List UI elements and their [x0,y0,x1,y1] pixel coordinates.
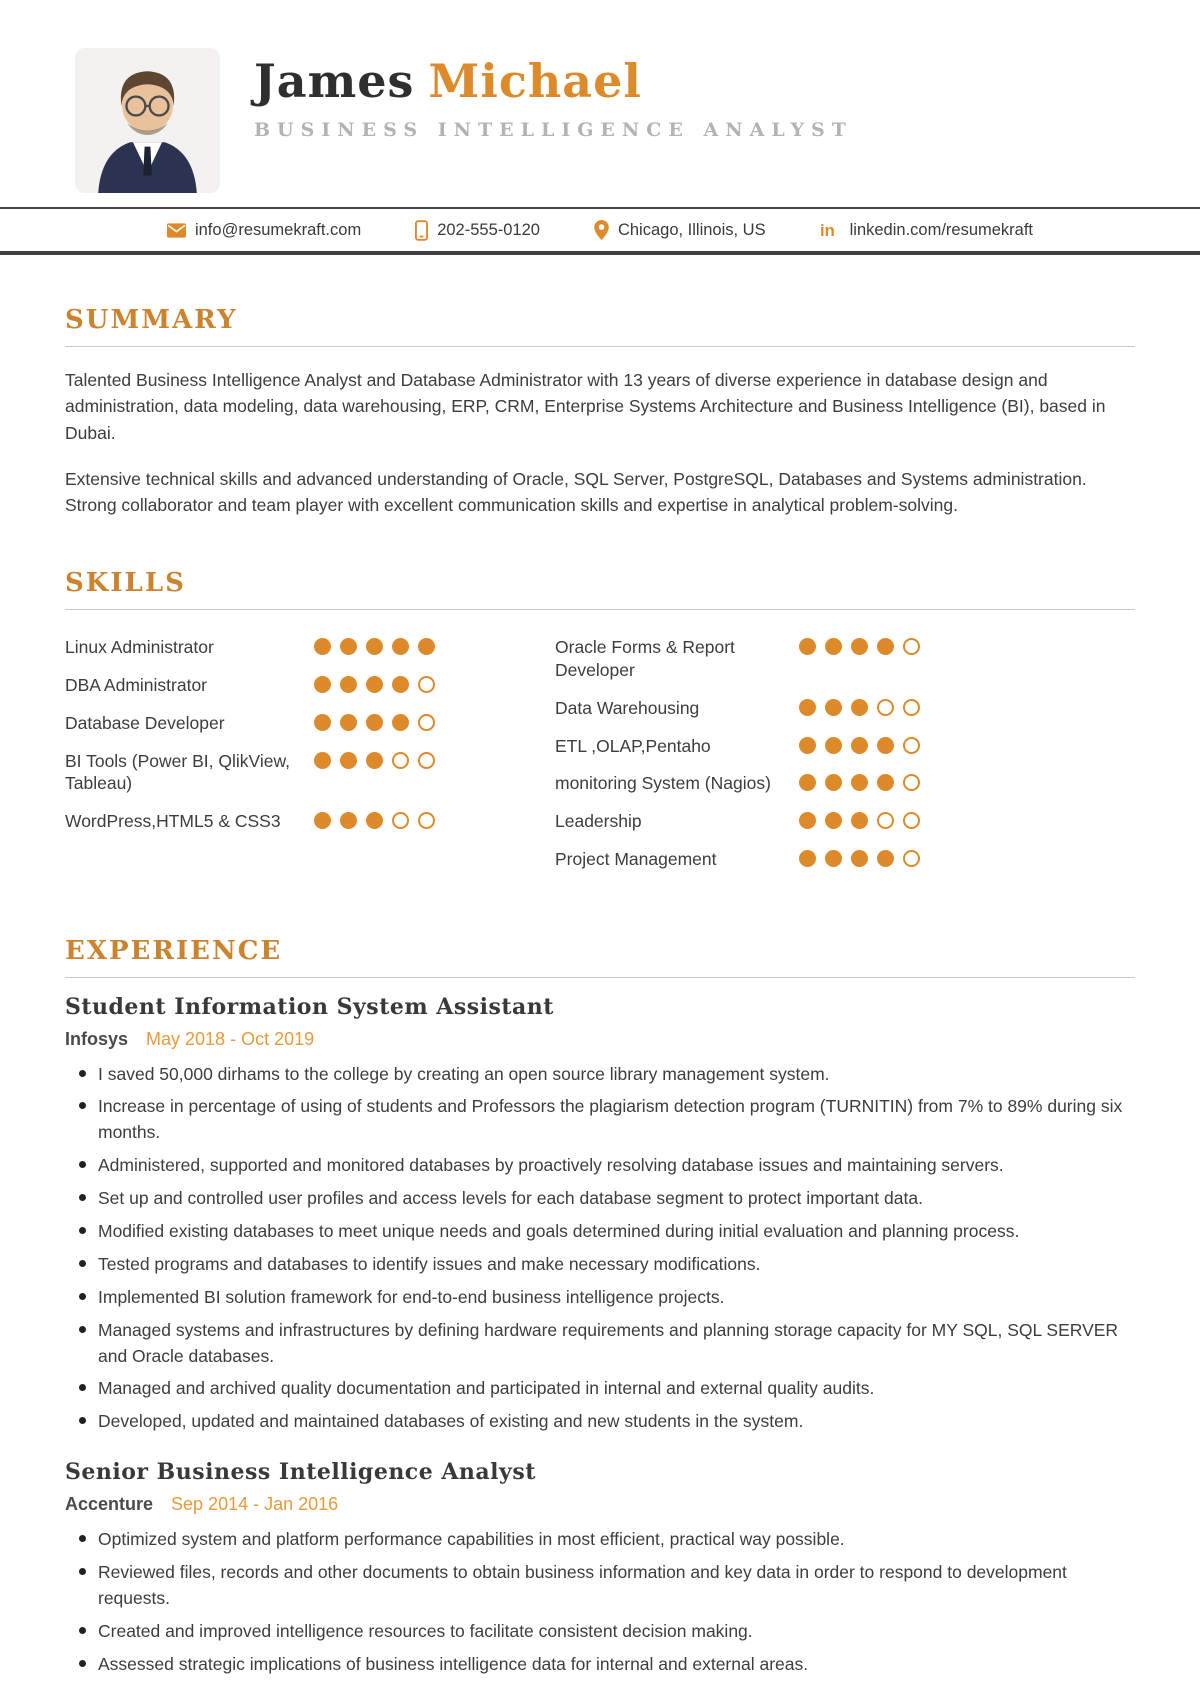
rating-dot [851,737,868,754]
bullet-item: I saved 50,000 dirhams to the college by creating an open source library management system. [65,1062,1135,1088]
rating-dot [851,699,868,716]
profile-photo-illustration [75,48,220,193]
skills-column-left [65,636,435,885]
rating-dot [314,676,331,693]
skill-label: Database Developer [65,712,225,733]
rating-dot [799,638,816,655]
bullet-item: Optimized system and platform performance capabilities in most efficient, practical way possible. [65,1527,1135,1553]
summary-heading: SUMMARY [65,305,238,335]
rating-dot [418,638,435,655]
bullet-item: Reviewed files, records and other documents to obtain business information and key data in order to respond to development requests. [65,1560,1135,1612]
contact-item-email [167,221,361,240]
rating-dot [418,752,435,769]
skill-rating [314,810,435,829]
bullet-item: Set up and controlled user profiles and access levels for each database segment to protect important data. [65,1186,1135,1212]
skill-row [65,712,435,735]
contact-item-linkedin [820,221,1033,240]
experience-heading: EXPERIENCE [65,935,283,966]
rating-dot [366,676,383,693]
company-name: Infosys [65,1028,129,1049]
rating-dot [799,812,816,829]
rating-dot [340,812,357,829]
skill-rating [314,712,435,731]
bullet-item: Managed and archived quality documentation and participated in internal and external quality audits. [65,1376,1135,1402]
summary-paragraph: Talented Business Intelligence Analyst and Database Administrator with 13 years of diverse experience in database design and administration, data modeling, data warehousing, ERP, CRM, Enterprise Systems Architecture and Business Intelligence (BI), based in Dubai. [65,370,1106,443]
first-name: James [254,54,415,108]
summary-paragraphs [65,367,1135,518]
experience-section [65,936,1135,1678]
rating-dot [903,737,920,754]
rating-dot [903,638,920,655]
rating-dot [392,752,409,769]
rating-dot [366,638,383,655]
rating-dot [825,699,842,716]
skills-heading-rule [65,609,1135,610]
rating-dot [340,638,357,655]
job-bullets [65,1062,1135,1436]
job-meta [65,1494,1135,1515]
job-entry [65,994,1135,1436]
header [0,0,1200,193]
skill-label: Oracle Forms & Report Developer [555,637,735,680]
bullet-item: Created and improved intelligence resources to facilitate consistent decision making. [65,1619,1135,1645]
rating-dot [799,699,816,716]
job-dates: Sep 2014 - Jan 2016 [171,1494,339,1515]
phone-icon [415,220,428,241]
bullet-item: Managed systems and infrastructures by defining hardware requirements and planning storage capacity for MY SQL, SQL SERVER and Oracle databases. [65,1318,1135,1370]
skill-label: Project Management [555,848,717,869]
skill-row [555,697,920,720]
contact-bar [0,209,1200,251]
rating-dot [392,638,409,655]
rating-dot [851,850,868,867]
rating-dot [418,676,435,693]
envelope-icon [167,223,186,238]
rating-dot [314,752,331,769]
job-title: Student Information System Assistant [65,993,554,1020]
header-divider-bottom [0,251,1200,255]
svg-text:in: in [819,220,835,240]
skill-label: ETL ,OLAP,Pentaho [555,735,711,756]
rating-dot [799,850,816,867]
skill-rating [314,674,435,693]
skill-rating [314,636,435,655]
skills-column-right [555,636,920,885]
bullet-item: Tested programs and databases to identify issues and make necessary modifications. [65,1252,1135,1278]
skill-row [555,772,920,795]
rating-dot [799,774,816,791]
rating-dot [851,774,868,791]
rating-dot [903,699,920,716]
skill-row [555,735,920,758]
skills-section [65,568,1135,885]
skill-rating [799,735,920,754]
company-name: Accenture [65,1494,154,1515]
summary-heading-rule [65,346,1135,347]
summary-section [65,305,1135,518]
skill-label: WordPress,HTML5 & CSS3 [65,811,281,831]
job-meta [65,1029,1135,1050]
rating-dot [825,812,842,829]
rating-dot [314,638,331,655]
bullet-item: Implemented BI solution framework for end-to-end business intelligence projects. [65,1285,1135,1311]
skill-rating [799,697,920,716]
skill-label: Leadership [555,811,642,831]
rating-dot [851,812,868,829]
contact-text-linkedin: linkedin.com/resumekraft [849,220,1034,239]
skill-row [65,674,435,697]
job-title-subtitle: BUSINESS INTELLIGENCE ANALYST [254,118,853,141]
rating-dot [825,638,842,655]
rating-dot [392,676,409,693]
rating-dot [799,737,816,754]
rating-dot [366,714,383,731]
contact-text-phone: 202-555-0120 [437,220,540,239]
skill-rating [799,772,920,791]
rating-dot [877,812,894,829]
skill-rating [799,810,920,829]
skill-row [65,750,435,796]
job-entry [65,1459,1135,1677]
rating-dot [392,714,409,731]
rating-dot [825,850,842,867]
name-block [254,48,853,141]
bullet-item: Developed, updated and maintained databases of existing and new students in the system. [65,1409,1135,1435]
rating-dot [851,638,868,655]
rating-dot [877,774,894,791]
skill-label: Linux Administrator [65,637,214,658]
page-title [254,56,853,107]
skill-label: BI Tools (Power BI, QlikView, Tableau) [65,750,290,794]
rating-dot [340,676,357,693]
skill-row [555,636,920,682]
skill-rating [799,848,920,867]
skills-heading: SKILLS [65,568,186,599]
rating-dot [418,714,435,731]
bullet-item: Assessed strategic implications of business intelligence data for internal and external areas. [65,1652,1135,1678]
rating-dot [903,850,920,867]
skills-grid [65,636,1135,885]
skill-rating [799,636,920,655]
profile-photo [75,48,220,193]
linkedin-icon [820,221,841,240]
job-dates: May 2018 - Oct 2019 [146,1028,315,1049]
rating-dot [418,812,435,829]
bullet-item: Modified existing databases to meet unique needs and goals determined during initial evaluation and planning process. [65,1219,1135,1245]
skill-label: Data Warehousing [555,697,700,718]
main-content [0,305,1200,1678]
contact-item-location [594,220,766,240]
rating-dot [340,752,357,769]
rating-dot [877,737,894,754]
contact-text-email: info@resumekraft.com [194,220,362,239]
rating-dot [877,699,894,716]
experience-jobs [65,994,1135,1678]
rating-dot [314,714,331,731]
bullet-item: Administered, supported and monitored databases by proactively resolving database issues and maintaining servers. [65,1153,1135,1179]
rating-dot [366,752,383,769]
bullet-item: Increase in percentage of using of students and Professors the plagiarism detection program (TURNITIN) from 7% to 89% during six months. [65,1094,1135,1146]
rating-dot [903,774,920,791]
rating-dot [903,812,920,829]
contact-item-phone [415,220,540,241]
skill-row [555,848,920,871]
skill-row [65,636,435,659]
rating-dot [366,812,383,829]
rating-dot [877,850,894,867]
experience-heading-rule [65,977,1135,978]
skill-rating [314,750,435,769]
rating-dot [392,812,409,829]
skill-label: monitoring System (Nagios) [555,773,771,794]
rating-dot [825,737,842,754]
rating-dot [314,812,331,829]
skill-row [65,810,435,833]
job-bullets [65,1527,1135,1677]
skill-row [555,810,920,833]
contact-text-location: Chicago, Illinois, US [617,220,766,239]
rating-dot [877,638,894,655]
location-pin-icon [594,220,609,240]
rating-dot [340,714,357,731]
skill-label: DBA Administrator [65,675,207,695]
job-title: Senior Business Intelligence Analyst [65,1459,536,1486]
summary-paragraph: Extensive technical skills and advanced understanding of Oracle, SQL Server, PostgreSQL, Databases and Systems administration. Strong collaborator and team player with excellent communication skills and expertise in analytical problem-solving. [65,468,1087,515]
rating-dot [825,774,842,791]
last-name: Michael [428,54,642,108]
